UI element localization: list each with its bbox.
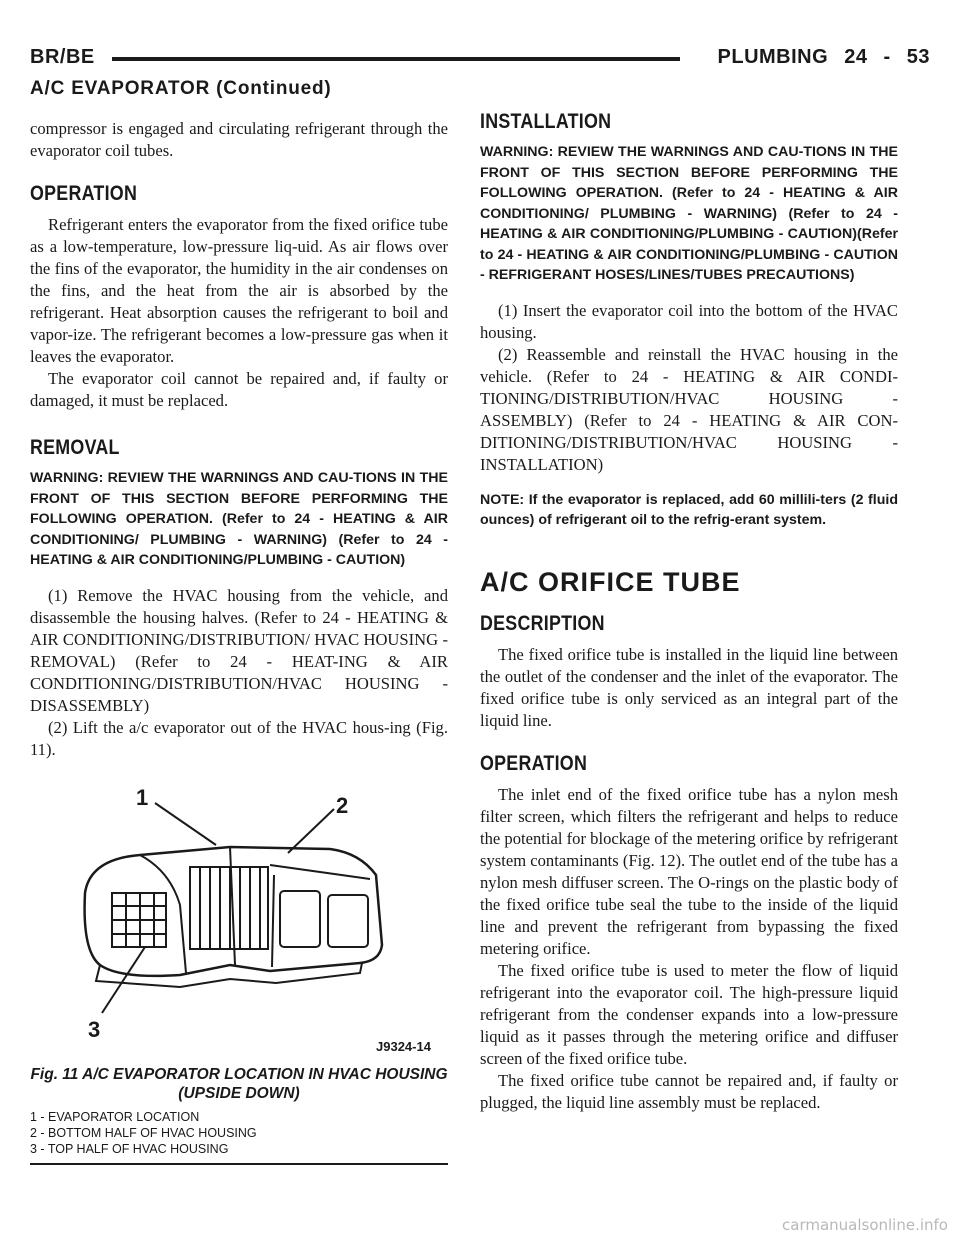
orifice-tube-title: A/C ORIFICE TUBE <box>480 566 741 597</box>
legend-item-1: 1 - EVAPORATOR LOCATION <box>30 1109 200 1124</box>
installation-heading: INSTALLATION <box>480 110 612 133</box>
operation-heading: OPERATION <box>30 182 138 205</box>
figure-legend <box>30 1109 448 1157</box>
header-rule <box>112 57 680 61</box>
watermark: carmanualsonline.info <box>782 1216 948 1234</box>
install-step-1: (1) Insert the evaporator coil into the bottom of the HVAC housing. <box>480 300 898 342</box>
intro-paragraph: compressor is engaged and circulating refrigerant through the evaporator coil tubes. <box>30 119 448 160</box>
orifice-operation-paragraph-1: The inlet end of the fixed orifice tube has a nylon mesh filter screen, which filters the refrigerant and helps to reduce the potential for blockage of the metering orifice by refrigerant system contaminants (Fig. 12). The outlet end of the tube has a nylon mesh diffuser screen. The O-rings on the plastic body of the fixed orifice tube seal the tube to the inside of the liquid line and prevent the refrigerant from bypassing the fixed metering orifice. <box>480 784 898 958</box>
removal-step-2: (2) Lift the a/c evaporator out of the HVAC hous-ing (Fig. 11). <box>30 717 448 759</box>
hvac-housing-illustration <box>30 775 448 1065</box>
header-section-page: PLUMBING 24 - 53 <box>717 46 930 68</box>
orifice-operation-paragraph-3: The fixed orifice tube cannot be repaired and, if faulty or plugged, the liquid line assembly must be replaced. <box>480 1070 898 1112</box>
evaporator-figure <box>30 775 448 1065</box>
legend-item-3: 3 - TOP HALF OF HVAC HOUSING <box>30 1141 229 1156</box>
removal-heading: REMOVAL <box>30 436 120 459</box>
callout-2: 2 <box>336 792 349 818</box>
header-model: BR/BE <box>30 46 95 68</box>
callout-3: 3 <box>88 1016 101 1042</box>
page-header <box>30 40 930 70</box>
operation-paragraph-2: The evaporator coil cannot be repaired and, if faulty or damaged, it must be replaced. <box>30 369 448 410</box>
orifice-operation-paragraph-2: The fixed orifice tube is used to meter the flow of liquid refrigerant into the evaporator coil. The high-pressure liquid refrigerant from the condenser expands into a low-pressure liquid as it passes through the metering orifice and diffuser screen of the fixed orifice tube. <box>480 960 898 1068</box>
figure-bottom-rule <box>30 1163 448 1165</box>
figure-id: J9324-14 <box>376 1038 431 1054</box>
legend-item-2: 2 - BOTTOM HALF OF HVAC HOUSING <box>30 1125 257 1140</box>
install-step-2: (2) Reassemble and reinstall the HVAC housing in the vehicle. (Refer to 24 - HEATING & AIR CONDI-TIONING/DISTRIBUTION/HVAC HOUSING - ASSEMBLY) (Refer to 24 - HEATING & AIR CON-DITIONING/DISTRIBUTION/HVAC HOUSING - INSTALLATION) <box>480 344 898 474</box>
orifice-operation-heading: OPERATION <box>480 751 588 775</box>
installation-warning: WARNING: REVIEW THE WARNINGS AND CAU-TIONS IN THE FRONT OF THIS SECTION BEFORE PERFORMING THE FOLLOWING OPERATION. (Refer to 24 - HEATING & AIR CONDITIONING/ PLUMBING - WARNING) (Refer to 24 - HEATING & AIR CONDITIONING/PLUMBING - CAUTION)(Refer to 24 - HEATING & AIR CONDITIONING/PLUMBING - CAUTION - REFRIGERANT HOSES/LINES/TUBES PRECAUTIONS) <box>480 144 898 283</box>
left-column <box>30 118 448 1165</box>
description-heading: DESCRIPTION <box>480 611 605 635</box>
callout-1: 1 <box>136 784 149 810</box>
removal-step-1: (1) Remove the HVAC housing from the vehicle, and disassemble the housing halves. (Refer to 24 - HEATING & AIR CONDITIONING/DISTRIBUTION/ HVAC HOUSING - REMOVAL) (Refer to 24 - HEAT-ING & AIR CONDITIONING/DISTRIBUTION/HVAC HOUSING - DISASSEMBLY) <box>30 585 448 715</box>
continued-title: A/C EVAPORATOR (Continued) <box>30 78 332 99</box>
operation-paragraph-1: Refrigerant enters the evaporator from the fixed orifice tube as a low-temperature, low-pressure liq-uid. As air flows over the fins of the evaporator, the humidity in the air condenses on the fins, and the heat from the air is absorbed by the refrigerant. Heat absorption causes the refrigerant to boil and vapor-ize. The refrigerant becomes a low-pressure gas when it leaves the evaporator. <box>30 215 448 366</box>
figure-caption: Fig. 11 A/C EVAPORATOR LOCATION IN HVAC HOUSING (UPSIDE DOWN) <box>30 1065 448 1102</box>
removal-warning: WARNING: REVIEW THE WARNINGS AND CAU-TIONS IN THE FRONT OF THIS SECTION BEFORE PERFORMING THE FOLLOWING OPERATION. (Refer to 24 - HEATING & AIR CONDITIONING/ PLUMBING - WARNING) (Refer to 24 - HEATING & AIR CONDITIONING/PLUMBING - CAUTION) <box>30 470 448 568</box>
install-note: NOTE: If the evaporator is replaced, add 60 millili-ters (2 fluid ounces) of refrigerant oil to the refrig-erant system. <box>480 491 898 528</box>
right-column <box>480 110 898 1114</box>
description-paragraph: The fixed orifice tube is installed in the liquid line between the outlet of the condenser and the inlet of the evaporator. The fixed orifice tube is only serviced as an integral part of the liquid line. <box>480 644 898 730</box>
